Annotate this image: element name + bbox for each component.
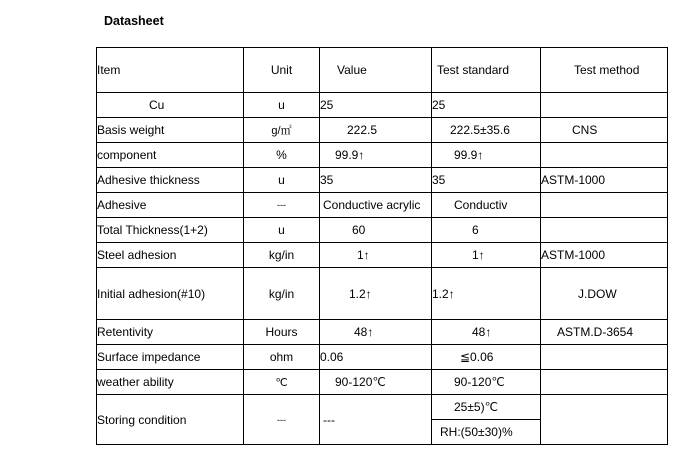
- row-standard: 25: [432, 93, 541, 118]
- header-value: Value: [320, 48, 432, 93]
- row-value: 222.5: [320, 118, 432, 143]
- row-value: 25: [320, 93, 432, 118]
- row-standard: 25±5)℃: [432, 395, 541, 420]
- row-unit: ---: [244, 395, 320, 445]
- row-method: [541, 218, 668, 243]
- datasheet-table: [96, 47, 668, 445]
- row-value: 35: [320, 168, 432, 193]
- row-value: ---: [320, 395, 432, 445]
- row-standard: 90-120℃: [432, 370, 541, 395]
- row-standard: 48↑: [432, 320, 541, 345]
- row-unit: ---: [244, 193, 320, 218]
- row-unit: u: [244, 168, 320, 193]
- row-unit: %: [244, 143, 320, 168]
- row-standard: 99.9↑: [432, 143, 541, 168]
- row-item: Basis weight: [97, 118, 244, 143]
- row-unit: g/㎡: [244, 118, 320, 143]
- row-method: ASTM-1000: [541, 168, 668, 193]
- row-unit: Hours: [244, 320, 320, 345]
- row-value: 90-120℃: [320, 370, 432, 395]
- row-item: Adhesive thickness: [97, 168, 244, 193]
- table-row: [97, 243, 668, 268]
- table-row: [97, 320, 668, 345]
- row-value: 60: [320, 218, 432, 243]
- row-method: [541, 370, 668, 395]
- row-item: component: [97, 143, 244, 168]
- row-method: [541, 345, 668, 370]
- table-row: [97, 345, 668, 370]
- row-method: CNS: [541, 118, 668, 143]
- row-standard: 222.5±35.6: [432, 118, 541, 143]
- header-test-standard: Test standard: [432, 48, 541, 93]
- table-row: [97, 118, 668, 143]
- row-value: 1.2↑: [320, 268, 432, 320]
- row-unit: kg/in: [244, 268, 320, 320]
- row-value: 1↑: [320, 243, 432, 268]
- row-value: 0.06: [320, 345, 432, 370]
- row-item: Steel adhesion: [97, 243, 244, 268]
- row-standard: Conductiv: [432, 193, 541, 218]
- table-row: [97, 143, 668, 168]
- row-method: [541, 143, 668, 168]
- row-method: [541, 93, 668, 118]
- row-standard: 6: [432, 218, 541, 243]
- row-item: Total Thickness(1+2): [97, 218, 244, 243]
- row-unit: kg/in: [244, 243, 320, 268]
- table-row: [97, 193, 668, 218]
- table-row: [97, 268, 668, 320]
- row-item: Adhesive: [97, 193, 244, 218]
- table-row: [97, 370, 668, 395]
- header-unit: Unit: [244, 48, 320, 93]
- row-method: [541, 395, 668, 445]
- table-row: [97, 168, 668, 193]
- row-item: weather ability: [97, 370, 244, 395]
- row-unit: u: [244, 93, 320, 118]
- table-row: [97, 395, 668, 420]
- page-title: Datasheet: [104, 14, 164, 28]
- header-test-method: Test method: [541, 48, 668, 93]
- row-unit: ohm: [244, 345, 320, 370]
- row-unit: ℃: [244, 370, 320, 395]
- row-item: Initial adhesion(#10): [97, 268, 244, 320]
- row-standard: 35: [432, 168, 541, 193]
- row-method: ASTM.D-3654: [541, 320, 668, 345]
- row-method: J.DOW: [541, 268, 668, 320]
- row-value: 48↑: [320, 320, 432, 345]
- row-method: [541, 193, 668, 218]
- row-method: ASTM-1000: [541, 243, 668, 268]
- row-value: 99.9↑: [320, 143, 432, 168]
- row-standard: 1.2↑: [432, 268, 541, 320]
- row-item: Storing condition: [97, 395, 244, 445]
- header-item: Item: [97, 48, 244, 93]
- row-item: Retentivity: [97, 320, 244, 345]
- table-row: [97, 218, 668, 243]
- table-row: [97, 93, 668, 118]
- row-standard-secondary: RH:(50±30)%: [432, 420, 541, 445]
- row-item: Surface impedance: [97, 345, 244, 370]
- row-standard: ≦0.06: [432, 345, 541, 370]
- row-value: Conductive acrylic: [320, 193, 432, 218]
- header-row: [97, 48, 668, 93]
- row-standard: 1↑: [432, 243, 541, 268]
- row-unit: u: [244, 218, 320, 243]
- row-item: Cu: [97, 93, 244, 118]
